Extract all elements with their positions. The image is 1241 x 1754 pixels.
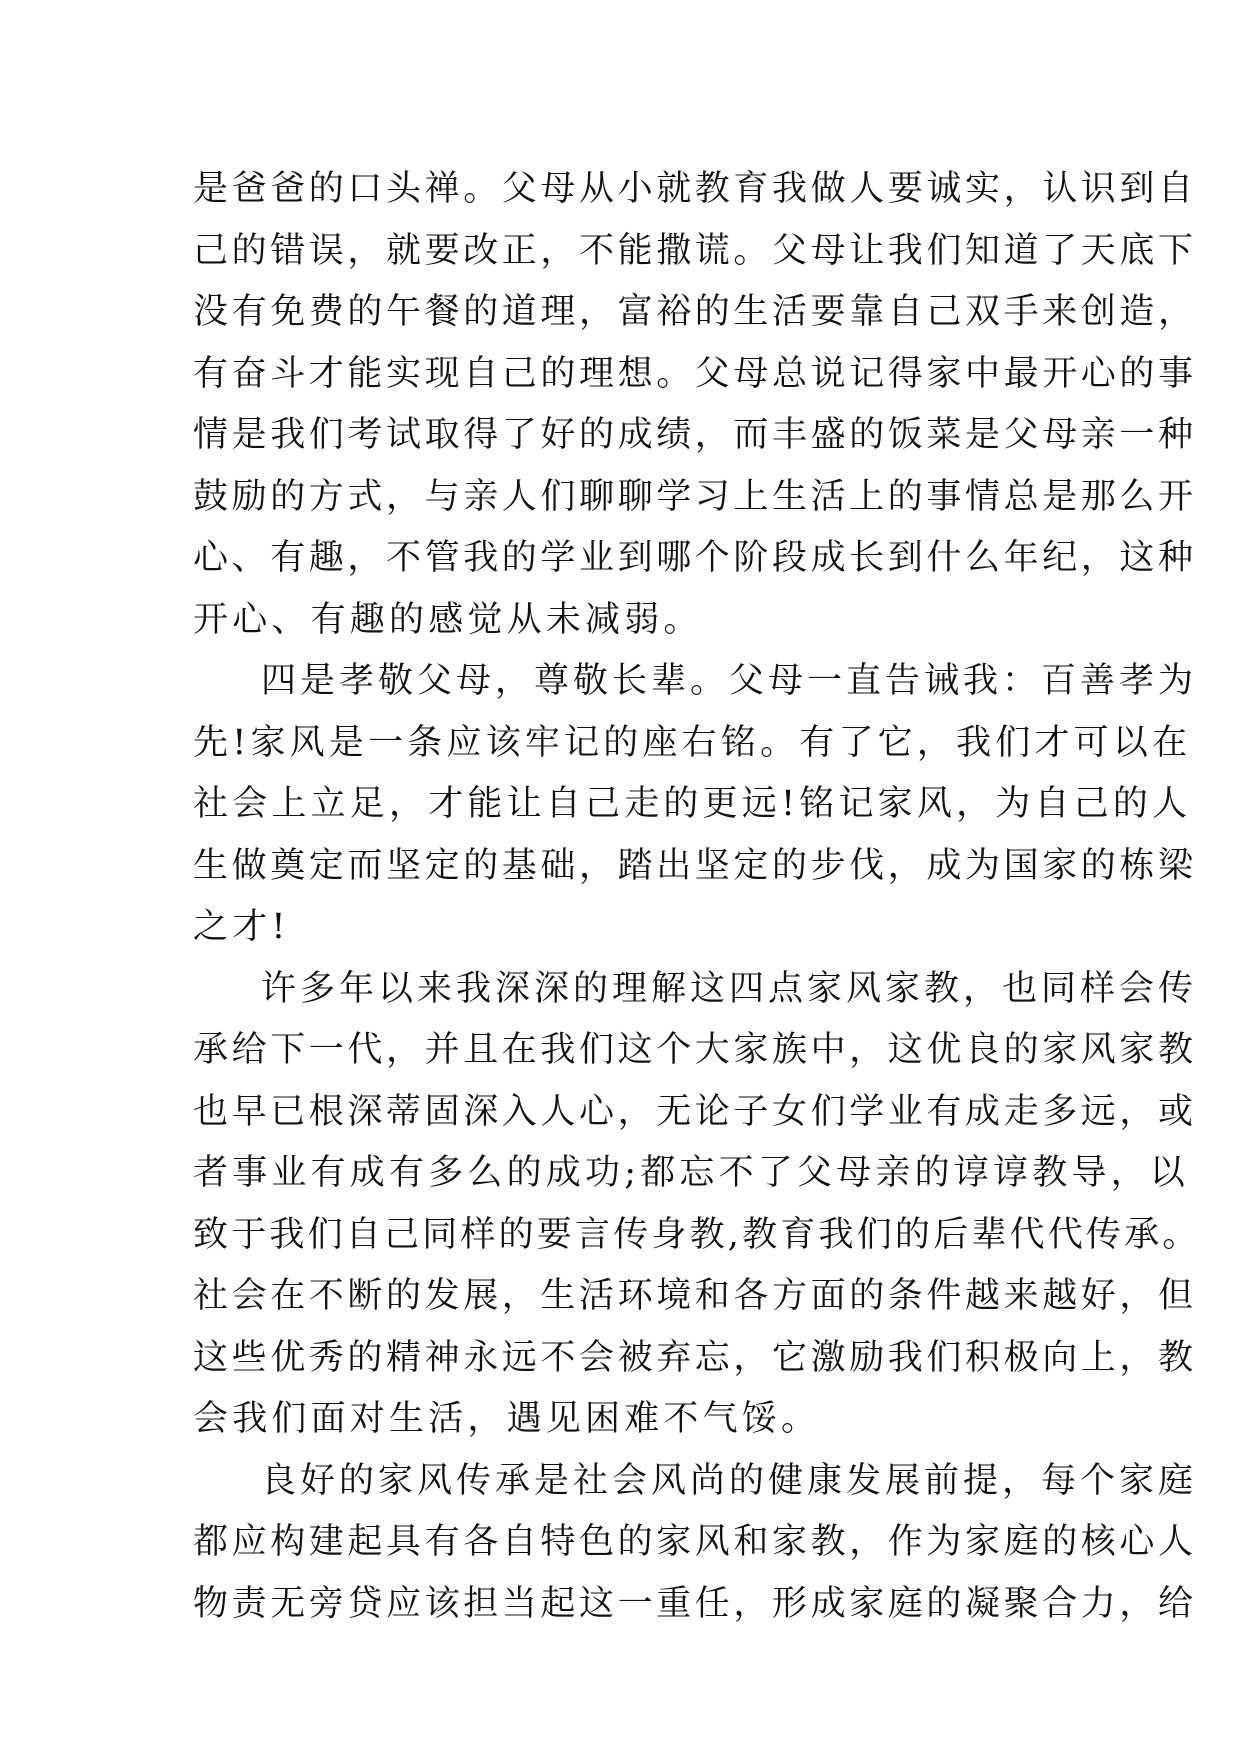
text-line: 者事业有成有多么的成功;都忘不了父母亲的谆谆教导，以: [193, 1153, 1189, 1193]
text-line: 没有免费的午餐的道理，富裕的生活要靠自己双手来创造，: [193, 292, 1197, 332]
text-line: 也早已根深蒂固深入人心，无论子女们学业有成走多远，或: [193, 1091, 1197, 1132]
text-line: 先!家风是一条应该牢记的座右铭。有了它，我们才可以在: [193, 722, 1192, 763]
text-line: 承给下一代，并且在我们这个大家族中，这优良的家风家教: [193, 1030, 1197, 1070]
paragraph-first-line: 许多年以来我深深的理解这四点家风家教，也同样会传: [261, 968, 1198, 1009]
text-line: 开心、有趣的感觉从未减弱。: [193, 599, 703, 640]
text-line: 心、有趣，不管我的学业到哪个阶段成长到什么年纪，这种: [193, 538, 1197, 578]
text-line: 社会上立足，才能让自己走的更远!铭记家风，为自己的人: [193, 784, 1192, 824]
text-line: 物责无旁贷应该担当起这一重任，形成家庭的凝聚合力，给: [193, 1583, 1197, 1624]
text-line: 鼓励的方式，与亲人们聊聊学习上生活上的事情总是那么开: [193, 476, 1197, 517]
text-line: 之才!: [193, 907, 290, 947]
text-line: 社会在不断的发展，生活环境和各方面的条件越来越好，但: [193, 1276, 1197, 1316]
text-line: 会我们面对生活，遇见困难不气馁。: [193, 1399, 821, 1439]
text-line: 这些优秀的精神永远不会被弃忘，它激励我们积极向上，教: [193, 1337, 1197, 1378]
text-line: 生做奠定而坚定的基础，踏出坚定的步伐，成为国家的栋梁: [193, 845, 1197, 886]
text-line: 致于我们自己同样的要言传身教,教育我们的后辈代代传承。: [193, 1214, 1201, 1255]
paragraph-first-line: 良好的家风传承是社会风尚的健康发展前提，每个家庭: [261, 1460, 1198, 1501]
paragraph-first-line: 四是孝敬父母，尊敬长辈。父母一直告诫我：百善孝为: [261, 661, 1198, 701]
text-line: 有奋斗才能实现自己的理想。父母总说记得家中最开心的事: [193, 353, 1197, 394]
text-line: 是爸爸的口头禅。父母从小就教育我做人要诚实，认识到自: [193, 169, 1197, 209]
body-text: [193, 159, 1201, 1635]
text-line: 都应构建起具有各自特色的家风和家教，作为家庭的核心人: [193, 1522, 1197, 1562]
text-line: 情是我们考试取得了好的成绩，而丰盛的饭菜是父母亲一种: [193, 415, 1197, 455]
text-line: 己的错误，就要改正，不能撒谎。父母让我们知道了天底下: [193, 230, 1197, 271]
